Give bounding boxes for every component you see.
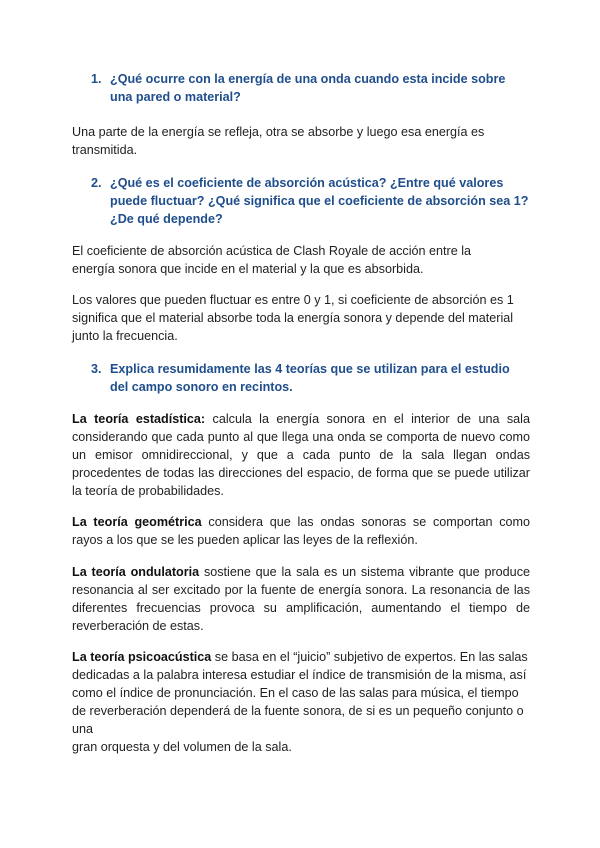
question-3-text: Explica resumidamente las 4 teorías que se utilizan para el estudio del campo sonoro en recintos.	[110, 362, 510, 394]
question-3-number: 3.	[91, 362, 102, 376]
question-3	[91, 360, 520, 396]
theory-geometric-term: La teoría geométrica	[72, 515, 202, 529]
theory-psychoacoustic	[72, 648, 530, 756]
theory-psychoacoustic-text: se basa en el “juicio” subjetivo de expertos. En las salas dedicadas a la palabra interesa estudiar el índice de transmisión de la misma, así como el índice de pronunciación. En el caso de las salas para música, el tiempo de reverberación dependerá de la fuente sonora, de si es un pequeño conjunto o una	[72, 650, 528, 736]
theory-wave-text: sostiene que la sala es un sistema vibrante que produce resonancia al ser excitado por la fuente de energía sonora. La resonancia de las diferentes frecuencias provoca su amplificación, aumentando el tiempo de reverberación de estas.	[72, 565, 530, 633]
question-1-text: ¿Qué ocurre con la energía de una onda cuando esta incide sobre una pared o material?	[110, 72, 506, 104]
theory-psychoacoustic-term: La teoría psicoacústica	[72, 650, 212, 664]
answer-2-paragraph-1: El coeficiente de absorción acústica de Clash Royale de acción entre la energía sonora que incide en el material y la que es absorbida.	[72, 244, 472, 276]
theory-wave-term: La teoría ondulatoria	[72, 565, 200, 579]
theory-wave	[72, 563, 530, 635]
theory-geometric	[72, 513, 530, 549]
theory-statistical	[72, 410, 530, 500]
theory-statistical-text: calcula la energía sonora en el interior de una sala considerando que cada punto al que llega una onda se comporta de nuevo como un emisor omnidireccional, y que a cada punto de la sala llegan ondas procedentes de todas las direcciones del espacio, de forma que se puede utilizar la teoría de probabilidades.	[72, 412, 530, 498]
answer-2-paragraph-2: Los valores que pueden fluctuar es entre 0 y 1, si coeficiente de absorción es 1 significa que el material absorbe toda la energía sonora y depende del material junto la frecuencia.	[72, 293, 514, 343]
question-1	[91, 70, 530, 106]
question-2-number: 2.	[91, 176, 102, 190]
question-1-number: 1.	[91, 72, 102, 86]
theory-psychoacoustic-last-line: gran orquesta y del volumen de la sala.	[72, 740, 292, 754]
theory-statistical-term: La teoría estadística:	[72, 412, 206, 426]
theory-geometric-text: considera que las ondas sonoras se comportan como rayos a los que se les pueden aplicar las leyes de la reflexión.	[72, 515, 530, 547]
question-2	[91, 174, 535, 228]
answer-1: Una parte de la energía se refleja, otra se absorbe y luego esa energía es transmitida.	[72, 125, 485, 157]
question-2-text: ¿Qué es el coeficiente de absorción acústica? ¿Entre qué valores puede fluctuar? ¿Qué significa que el coeficiente de absorción sea 1? ¿De qué depende?	[110, 176, 529, 226]
